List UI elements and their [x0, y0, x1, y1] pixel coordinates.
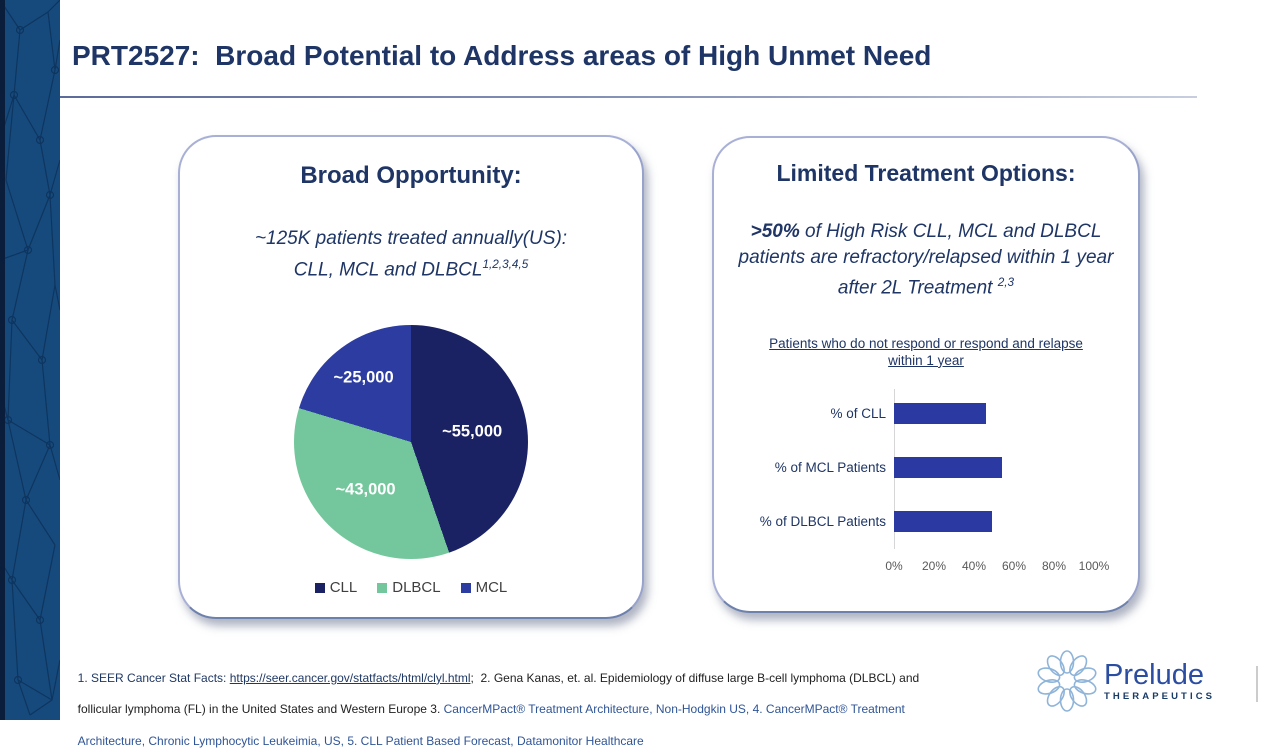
bar-chart [724, 387, 1138, 575]
references-footer [71, 655, 1036, 750]
bar-row [724, 441, 1138, 495]
bar-fill [894, 511, 992, 532]
bar-chart-caption: Patients who do not respond or respond and relapse within 1 year [769, 335, 1083, 368]
bar-fill [894, 457, 1002, 478]
x-tick-label: 100% [1078, 558, 1110, 573]
pie-chart-subtitle [180, 226, 642, 283]
bar-category-label: % of MCL Patients [774, 460, 886, 476]
broad-opportunity-card [178, 135, 644, 619]
title-divider [60, 96, 1197, 98]
bar-fill [894, 403, 986, 424]
sidebar-edge-bar [0, 0, 5, 720]
subtitle-line2: CLL, MCL and DLBCL [293, 259, 483, 281]
logo-divider [1256, 666, 1258, 702]
legend-item [315, 579, 358, 596]
bar-track [894, 511, 1138, 532]
bar-xticks [885, 558, 1138, 575]
limited-treatment-body [735, 219, 1117, 301]
legend-swatch-icon [461, 583, 471, 593]
pie-slice-label: ~55,000 [442, 422, 503, 441]
logo-subtitle: THERAPEUTICS [1104, 691, 1216, 702]
x-tick-label: 20% [921, 558, 947, 573]
pie-chart [294, 325, 528, 559]
prelude-logo-icon [1036, 650, 1098, 712]
x-tick-label: 40% [961, 558, 987, 573]
x-tick-label: 0% [885, 558, 903, 573]
pie-legend [180, 579, 642, 596]
bar-track [894, 403, 1138, 424]
reference-2-continued: follicular lymphoma (FL) in the United States and Western Europe 3. [77, 702, 444, 717]
bar-category-label: % of CLL [830, 406, 886, 422]
sidebar-decoration [0, 0, 60, 720]
bar-category-label: % of DLBCL Patients [759, 514, 886, 530]
limited-treatment-card [712, 136, 1140, 613]
legend-item [377, 579, 440, 596]
legend-swatch-icon [315, 583, 325, 593]
pie-slice-label: ~43,000 [335, 480, 396, 499]
reference-1-label: 1. SEER Cancer Stat Facts: [77, 670, 230, 685]
pie-slice-label: ~25,000 [333, 368, 394, 387]
reference-1-link[interactable]: https://seer.cancer.gov/statfacts/html/clyl.html [229, 670, 471, 685]
bar-row [724, 387, 1138, 441]
legend-label: MCL [475, 579, 508, 597]
subtitle-line1: ~125K patients treated annually(US): [254, 228, 568, 249]
bar-rows [724, 387, 1138, 549]
body-text: of High Risk CLL, MCL and DLBCL patients are refractory/relapsed within 1 year after 2L Treatment [738, 221, 1114, 299]
reference-5-text: Architecture, Chronic Lymphocytic Leukeimia, US, 5. CLL Patient Based Forecast, Datamonitor Healthcare [77, 733, 644, 748]
legend-swatch-icon [377, 583, 387, 593]
legend-label: CLL [329, 579, 358, 597]
body-superscript: 2,3 [997, 276, 1015, 289]
bar-track [894, 457, 1138, 478]
broad-opportunity-heading: Broad Opportunity: [300, 162, 522, 189]
x-tick-label: 80% [1041, 558, 1067, 573]
prelude-logo [1036, 650, 1215, 712]
subtitle-superscript: 1,2,3,4,5 [482, 258, 529, 271]
legend-item [461, 579, 508, 596]
body-bold-stat: >50% [750, 221, 800, 242]
bar-row [724, 495, 1138, 549]
limited-treatment-heading: Limited Treatment Options: [776, 160, 1076, 186]
logo-name: Prelude [1104, 659, 1204, 691]
x-tick-label: 60% [1001, 558, 1027, 573]
reference-2-text: ; 2. Gena Kanas, et. al. Epidemiology of diffuse large B-cell lymphoma (DLBCL) and [470, 670, 920, 685]
legend-label: DLBCL [392, 579, 441, 597]
reference-3-4-text: CancerMPact® Treatment Architecture, Non-Hodgkin US, 4. CancerMPact® Treatment [443, 702, 905, 717]
network-pattern-icon [0, 0, 60, 720]
page-title: PRT2527: Broad Potential to Address areas of High Unmet Need [72, 40, 932, 71]
